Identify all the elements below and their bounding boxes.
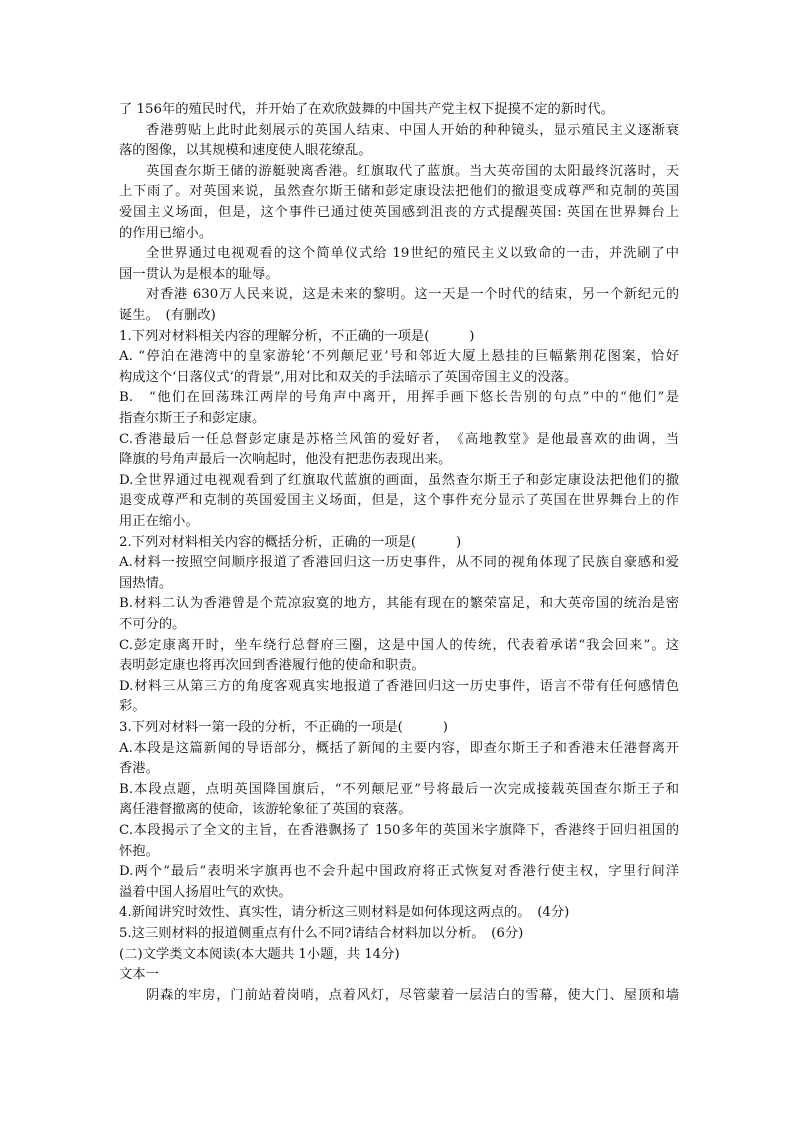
- text-line: D.全世界通过电视观看到了红旗取代蓝旗的画面，虽然查尔斯王子和彭定康设法把他们的撤: [119, 472, 679, 488]
- text-line: 了 156年的殖民时代，并开始了在欢欣鼓舞的中国共产党主权下捉摸不定的新时代。: [119, 102, 614, 117]
- text-line: 表明彭定康也将再次回到香港履行他的使命和职责。: [119, 658, 425, 674]
- text-line: 英国查尔斯王储的游艇驶离香港。红旗取代了蓝旗。当大英帝国的太阳最终沉落时，天: [146, 163, 679, 179]
- text-line: C.彭定康离开时，坐车绕行总督府三圈，这是中国人的传统，代表着承诺“我会回来”。这: [119, 637, 679, 653]
- text-line: 阴森的牢房，门前站着岗哨，点着风灯，尽管蒙着一层洁白的雪幕，使大门、屋顶和墙: [146, 987, 679, 1003]
- text-line: 怀抱。: [119, 843, 159, 859]
- text-line: 国热情。: [119, 575, 173, 591]
- text-line: 5.这三则材料的报道侧重点有什么不同?请结合材料加以分析。 (6分): [119, 926, 524, 941]
- text-line: 3.下列对材料一第一段的分析，不正确的一项是( ): [119, 720, 448, 735]
- text-line: 退变成尊严和克制的英国爱国主义场面，但是，这个事件充分显示了英国在世界舞台上的作: [119, 493, 679, 509]
- text-line: 指查尔斯王子和彭定康。: [119, 411, 266, 426]
- text-line: 对香港 630万人民来说，这是未来的黎明。这一天是一个时代的结束，另一个新纪元的: [146, 287, 679, 303]
- text-line: 全世界通过电视观看的这个简单仪式给 19世纪的殖民主义以致命的一击，并洗刷了中: [146, 246, 679, 262]
- text-line: 彩。: [119, 699, 146, 715]
- text-line: 香港。: [119, 761, 159, 777]
- text-line: 诞生。 (有删改): [119, 308, 216, 323]
- text-line: 的作用已缩小。: [119, 225, 213, 241]
- text-line: D.两个“最后”表明米字旗再也不会升起中国政府将正式恢复对香港行使主权，字里行间洋: [119, 864, 679, 880]
- text-line: B.材料二认为香港曾是个荒凉寂寞的地方，其能有现在的繁荣富足，和大英帝国的统治是密: [119, 596, 679, 612]
- text-line: 离任港督撤离的使命，该游轮象征了英国的衰落。: [119, 802, 412, 818]
- text-line: D.材料三从第三方的角度客观真实地报道了香港回归这一历史事件，语言不带有任何感情色: [119, 678, 679, 694]
- text-line: 香港剪贴上此时此刻展示的英国人结束、中国人开始的种种镜头，显示殖民主义逐渐衰: [146, 122, 679, 138]
- text-line: A. “停泊在港湾中的皇家游轮‘不列颠尼亚’号和邻近大厦上悬挂的巨幅紫荆花图案，恰好: [119, 349, 679, 365]
- text-line: 1.下列对材料相关内容的理解分析，不正确的一项是( ): [119, 328, 475, 344]
- text-line: A.本段是这篇新闻的导语部分，概括了新闻的主要内容，即查尔斯王子和香港末任港督离开: [119, 740, 679, 756]
- text-line: 不可分的。: [119, 617, 186, 632]
- text-line: 落的图像，以其规模和速度使人眼花缭乱。: [119, 143, 372, 159]
- text-line: B. “他们在回荡珠江两岸的号角声中离开，用挥手画下悠长告别的句点”中的“他们”是: [119, 390, 679, 406]
- text-line: 2.下列对材料相关内容的概括分析，正确的一项是( ): [119, 534, 462, 550]
- text-line: 溢着中国人扬眉吐气的欢快。: [119, 884, 292, 900]
- text-line: 降旗的号角声最后一次响起时，他没有把悲伤表现出来。: [119, 452, 452, 468]
- text-line: B.本段点题，点明英国降国旗后，“不列颠尼亚”号将最后一次完成接载英国查尔斯王子和: [119, 781, 679, 797]
- text-line: 爱国主义场面，但是，这个事件已通过使英国感到沮丧的方式提醒英国: 英国在世界舞台上: [119, 205, 679, 220]
- text-line: 国一贯认为是根本的耻辱。: [119, 266, 279, 282]
- text-line: 构成这个‘日落仪式’的背景”,用对比和双关的手法暗示了英国帝国主义的没落。: [119, 369, 578, 385]
- text-line: C.本段揭示了全文的主旨，在香港飘扬了 150多年的英国米字旗降下，香港终于回归祖国的: [119, 823, 679, 838]
- text-line: 上下雨了。对英国来说，虽然查尔斯王储和彭定康设法把他们的撤退变成尊严和克制的英国: [119, 184, 679, 200]
- text-line: 文本一: [119, 967, 159, 983]
- text-line: 用正在缩小。: [119, 514, 199, 529]
- text-line: 4.新闻讲究时效性、真实性，请分析这三则材料是如何体现这两点的。 (4分): [119, 905, 570, 921]
- text-line: C.香港最后一任总督彭定康是苏格兰风笛的爱好者， 《高地教堂》是他最喜欢的曲调，当: [119, 431, 679, 447]
- text-line: (二)文学类文本阅读(本大题共 1小题，共 14分): [119, 946, 400, 962]
- text-line: A.材料一按照空间顺序报道了香港回归这一历史事件，从不同的视角体现了民族自豪感和爱: [119, 555, 679, 571]
